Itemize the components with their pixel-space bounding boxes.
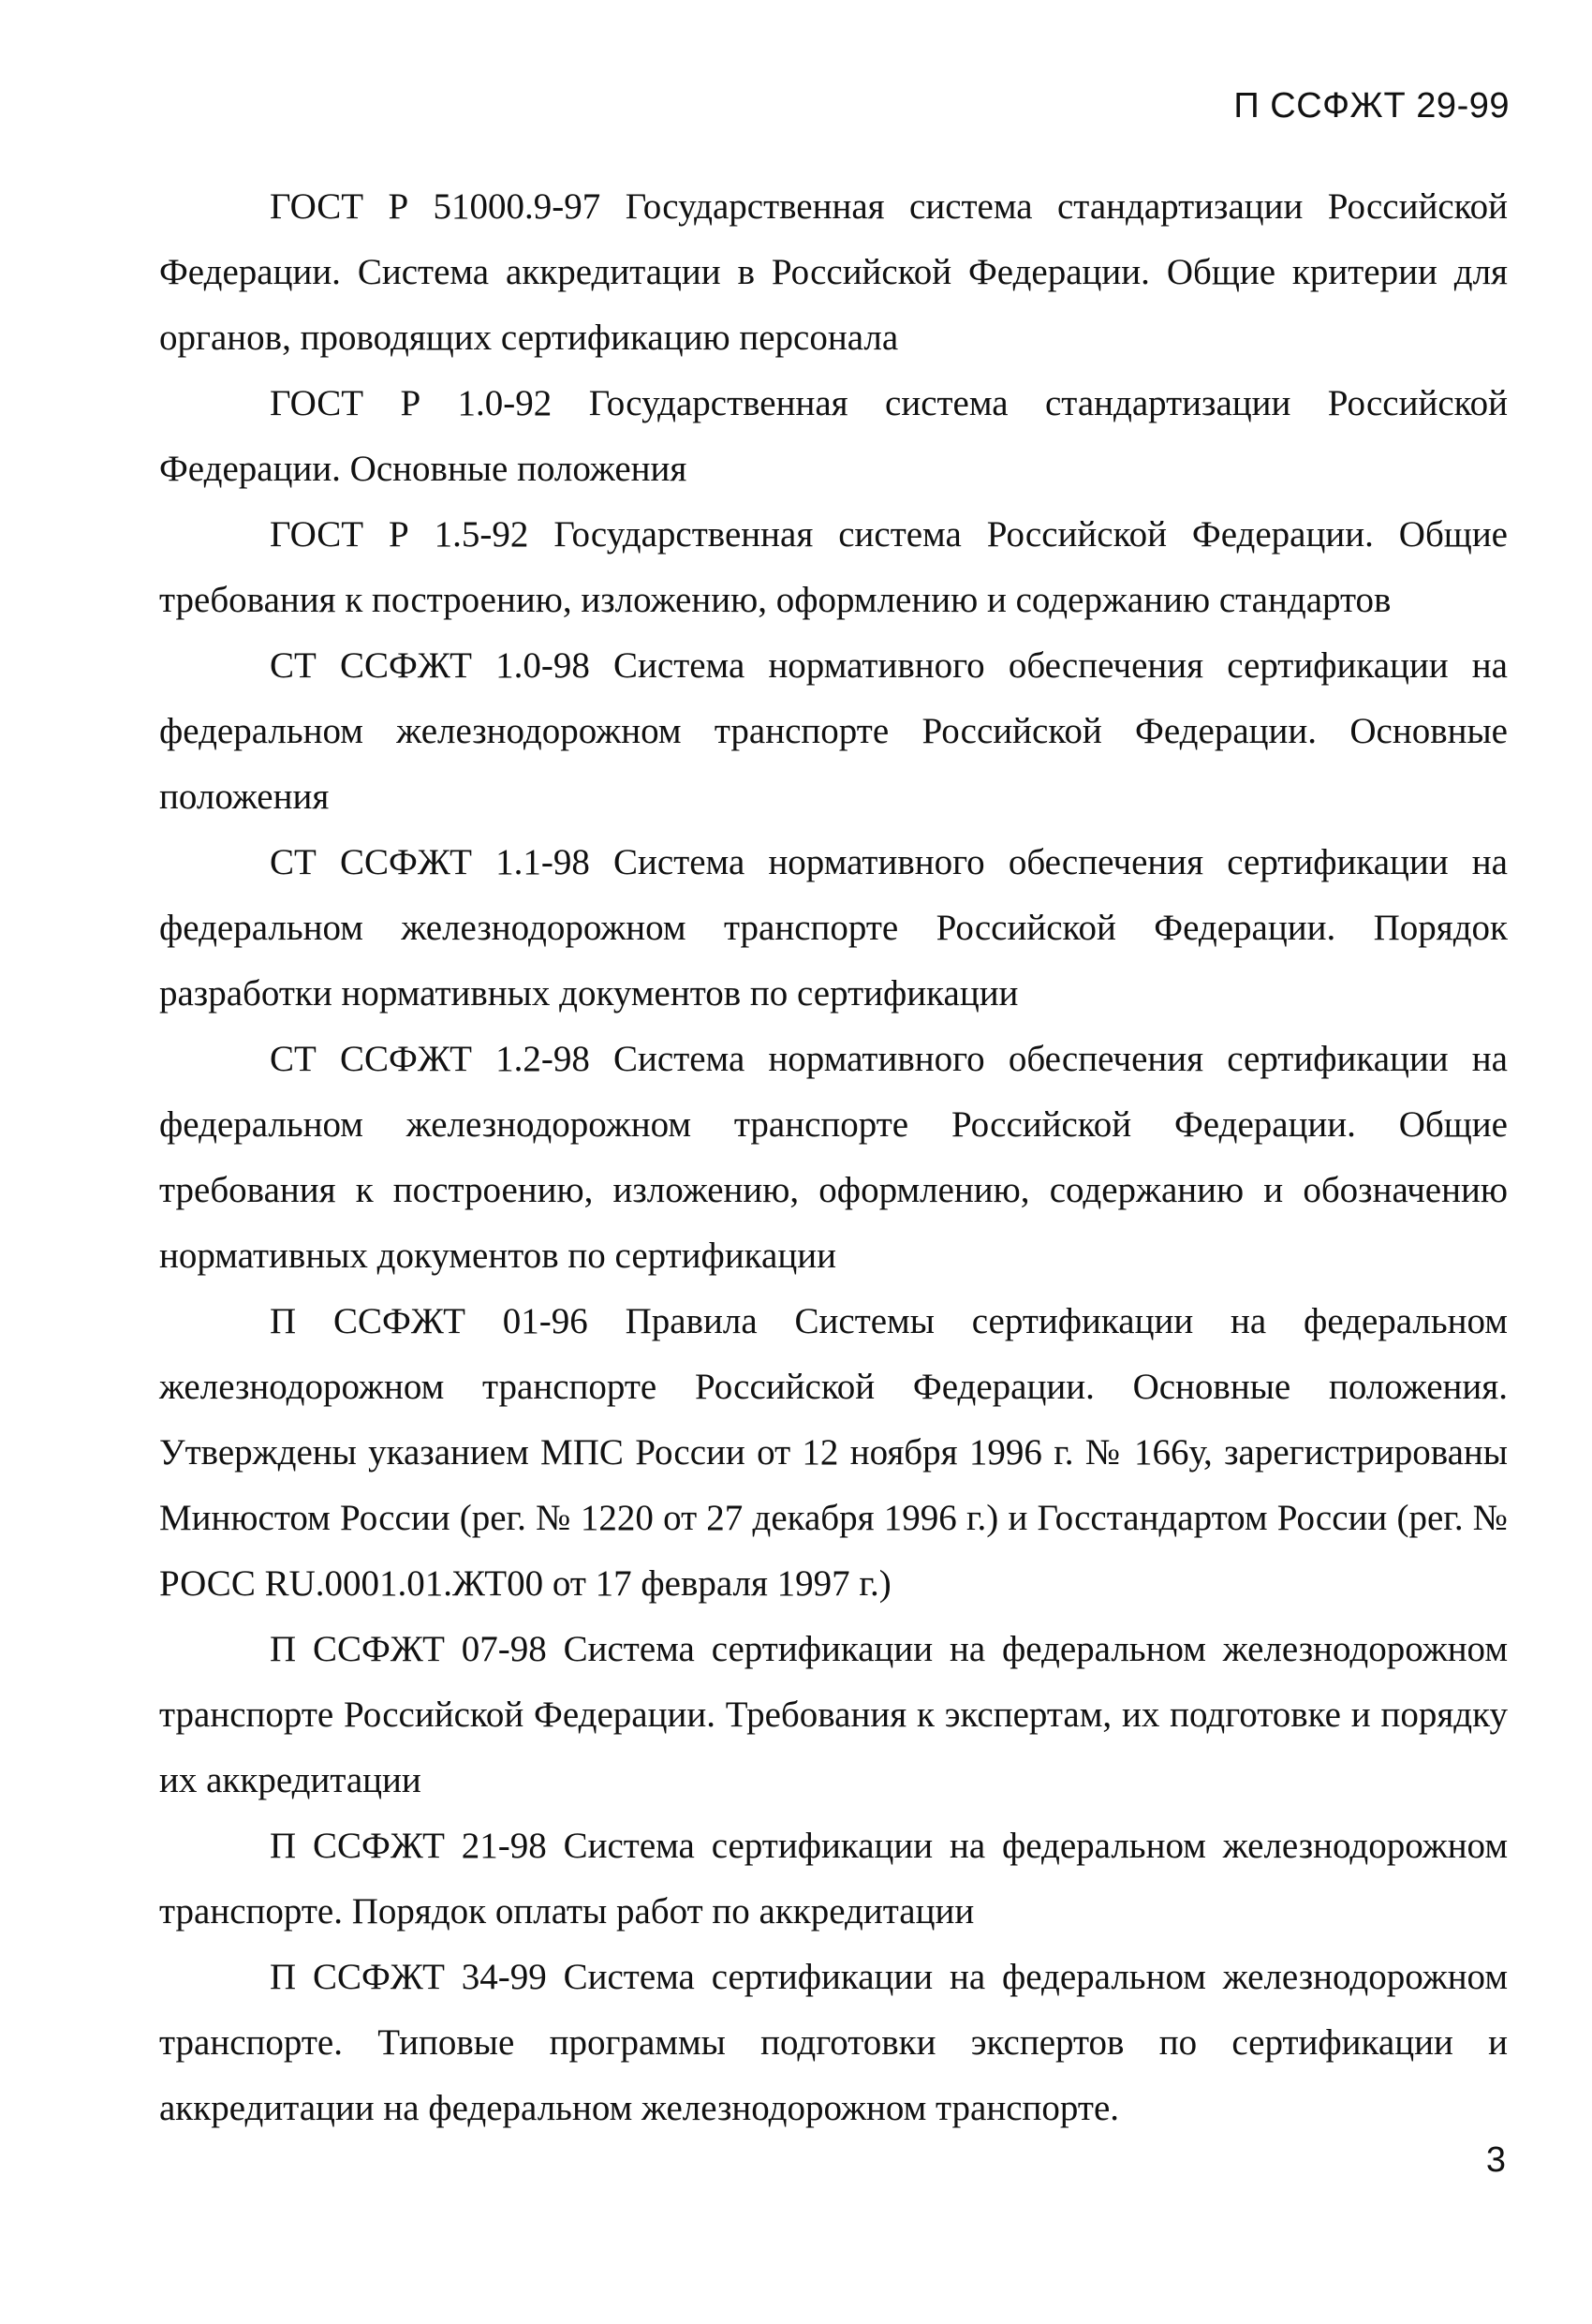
reference-st-ssfzht-1-2-98: СТ ССФЖТ 1.2-98 Система нормативного обеспечения сертификации на федеральном железнодорожном транспорте Российской Федерации. Общие требования к построению, изложению, оформлению, содержанию и обозначению нормативных документов по сертификации [159, 1039, 1508, 1276]
page-number: 3 [1485, 2140, 1506, 2180]
reference-st-ssfzht-1-0-98: СТ ССФЖТ 1.0-98 Система нормативного обеспечения сертификации на федеральном железнодорожном транспорте Российской Федерации. Основные положения [159, 645, 1508, 817]
reference-st-ssfzht-1-1-98: СТ ССФЖТ 1.1-98 Система нормативного обеспечения сертификации на федеральном железнодорожном транспорте Российской Федерации. Порядок разработки нормативных документов по сертификации [159, 842, 1508, 1014]
reference-p-ssfzht-01-96: П ССФЖТ 01-96 Правила Системы сертификации на федеральном железнодорожном транспорте Российской Федерации. Основные положения. Утверждены указанием МПС России от 12 ноября 1996 г. № 166у, зарегистрированы Минюстом России (рег. № 1220 от 27 декабря 1996 г.) и Госстандартом России (рег. № РОСС RU.0001.01.ЖТ00 от 17 февраля 1997 г.) [159, 1301, 1508, 1604]
reference-p-ssfzht-21-98: П ССФЖТ 21-98 Система сертификации на федеральном железнодорожном транспорте. Порядок оплаты работ по аккредитации [159, 1826, 1508, 1932]
references-list [159, 174, 1508, 2141]
reference-p-ssfzht-34-99: П ССФЖТ 34-99 Система сертификации на федеральном железнодорожном транспорте. Типовые программы подготовки экспертов по сертификации и аккредитации на федеральном железнодорожном транспорте. [159, 1957, 1508, 2128]
reference-p-ssfzht-07-98: П ССФЖТ 07-98 Система сертификации на федеральном железнодорожном транспорте Российской Федерации. Требования к экспертам, их подготовке и порядку их аккредитации [159, 1629, 1508, 1800]
reference-gost-r-1-0-92: ГОСТ Р 1.0-92 Государственная система стандартизации Российской Федерации. Основные положения [159, 383, 1508, 489]
reference-gost-r-51000-9-97: ГОСТ Р 51000.9-97 Государственная система стандартизации Российской Федерации. Система аккредитации в Российской Федерации. Общие критерии для органов, проводящих сертификацию персонала [159, 186, 1508, 358]
reference-gost-r-1-5-92: ГОСТ Р 1.5-92 Государственная система Российской Федерации. Общие требования к построению, изложению, оформлению и содержанию стандартов [159, 514, 1508, 620]
document-code-header: П ССФЖТ 29-99 [1233, 86, 1510, 126]
